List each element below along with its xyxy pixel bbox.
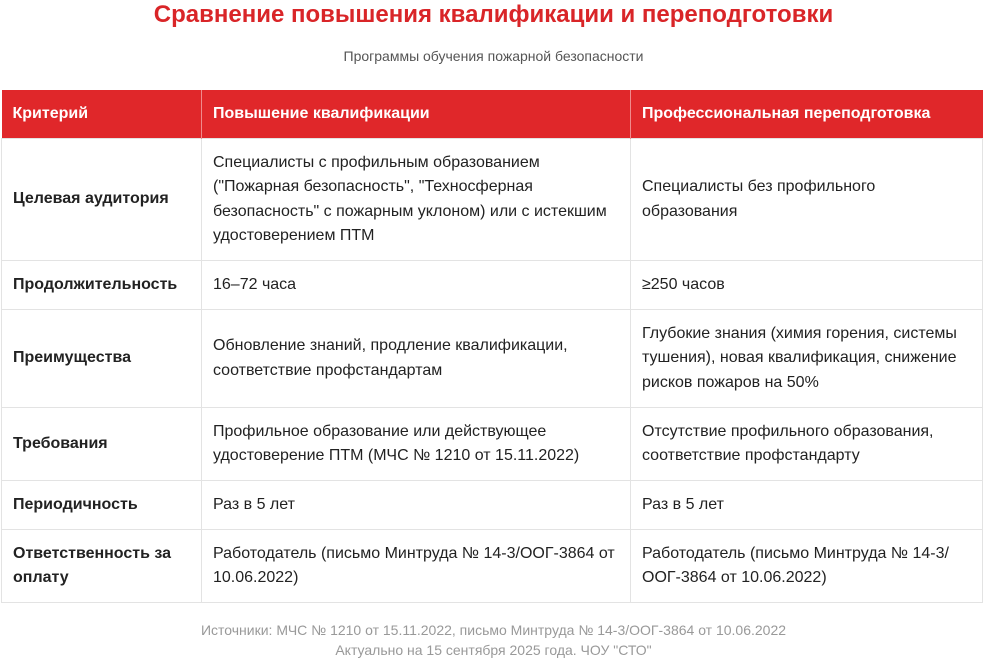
row-criterion: Требования: [2, 408, 202, 481]
table-row: [2, 481, 983, 530]
header-retraining: Профессиональная переподготовка: [631, 90, 983, 139]
row-retraining: Специалисты без профильного образования: [631, 139, 983, 261]
row-retraining: Отсутствие профильного образования, соответствие профстандарту: [631, 408, 983, 481]
comparison-table: [1, 90, 983, 603]
row-qualification: Профильное образование или действующее удостоверение ПТМ (МЧС № 1210 от 15.11.2022): [202, 408, 631, 481]
table-row: [2, 530, 983, 603]
row-retraining: Раз в 5 лет: [631, 481, 983, 530]
row-retraining: Глубокие знания (химия горения, системы тушения), новая квалификация, снижение рисков пожаров на 50%: [631, 310, 983, 408]
footer: [0, 620, 987, 660]
header-criterion: Критерий: [2, 90, 202, 139]
page-title: Сравнение повышения квалификации и переподготовки: [153, 1, 834, 28]
row-criterion: Ответственность за оплату: [2, 530, 202, 603]
row-criterion: Продолжительность: [2, 261, 202, 310]
row-qualification: Работодатель (письмо Минтруда № 14-3/ООГ-3864 от 10.06.2022): [202, 530, 631, 603]
footer-sources: Источники: МЧС № 1210 от 15.11.2022, письмо Минтруда № 14-3/ООГ-3864 от 10.06.2022: [200, 622, 787, 638]
row-criterion: Преимущества: [2, 310, 202, 408]
row-retraining: ≥250 часов: [631, 261, 983, 310]
row-retraining: Работодатель (письмо Минтруда № 14-3/ООГ-3864 от 10.06.2022): [631, 530, 983, 603]
table-row: [2, 139, 983, 261]
table-row: [2, 310, 983, 408]
page-subtitle: Программы обучения пожарной безопасности: [343, 48, 644, 64]
row-qualification: Раз в 5 лет: [202, 481, 631, 530]
table-header-row: [2, 90, 983, 139]
footer-actuality: Актуально на 15 сентября 2025 года. ЧОУ "СТО": [335, 642, 652, 658]
row-qualification: 16–72 часа: [202, 261, 631, 310]
header-qualification: Повышение квалификации: [202, 90, 631, 139]
table-row: [2, 408, 983, 481]
row-qualification: Обновление знаний, продление квалификации, соответствие профстандартам: [202, 310, 631, 408]
row-qualification: Специалисты с профильным образованием ("Пожарная безопасность", "Техносферная безопасность" с пожарным уклоном) или с истекшим удостоверением ПТМ: [202, 139, 631, 261]
table-row: [2, 261, 983, 310]
row-criterion: Целевая аудитория: [2, 139, 202, 261]
row-criterion: Периодичность: [2, 481, 202, 530]
